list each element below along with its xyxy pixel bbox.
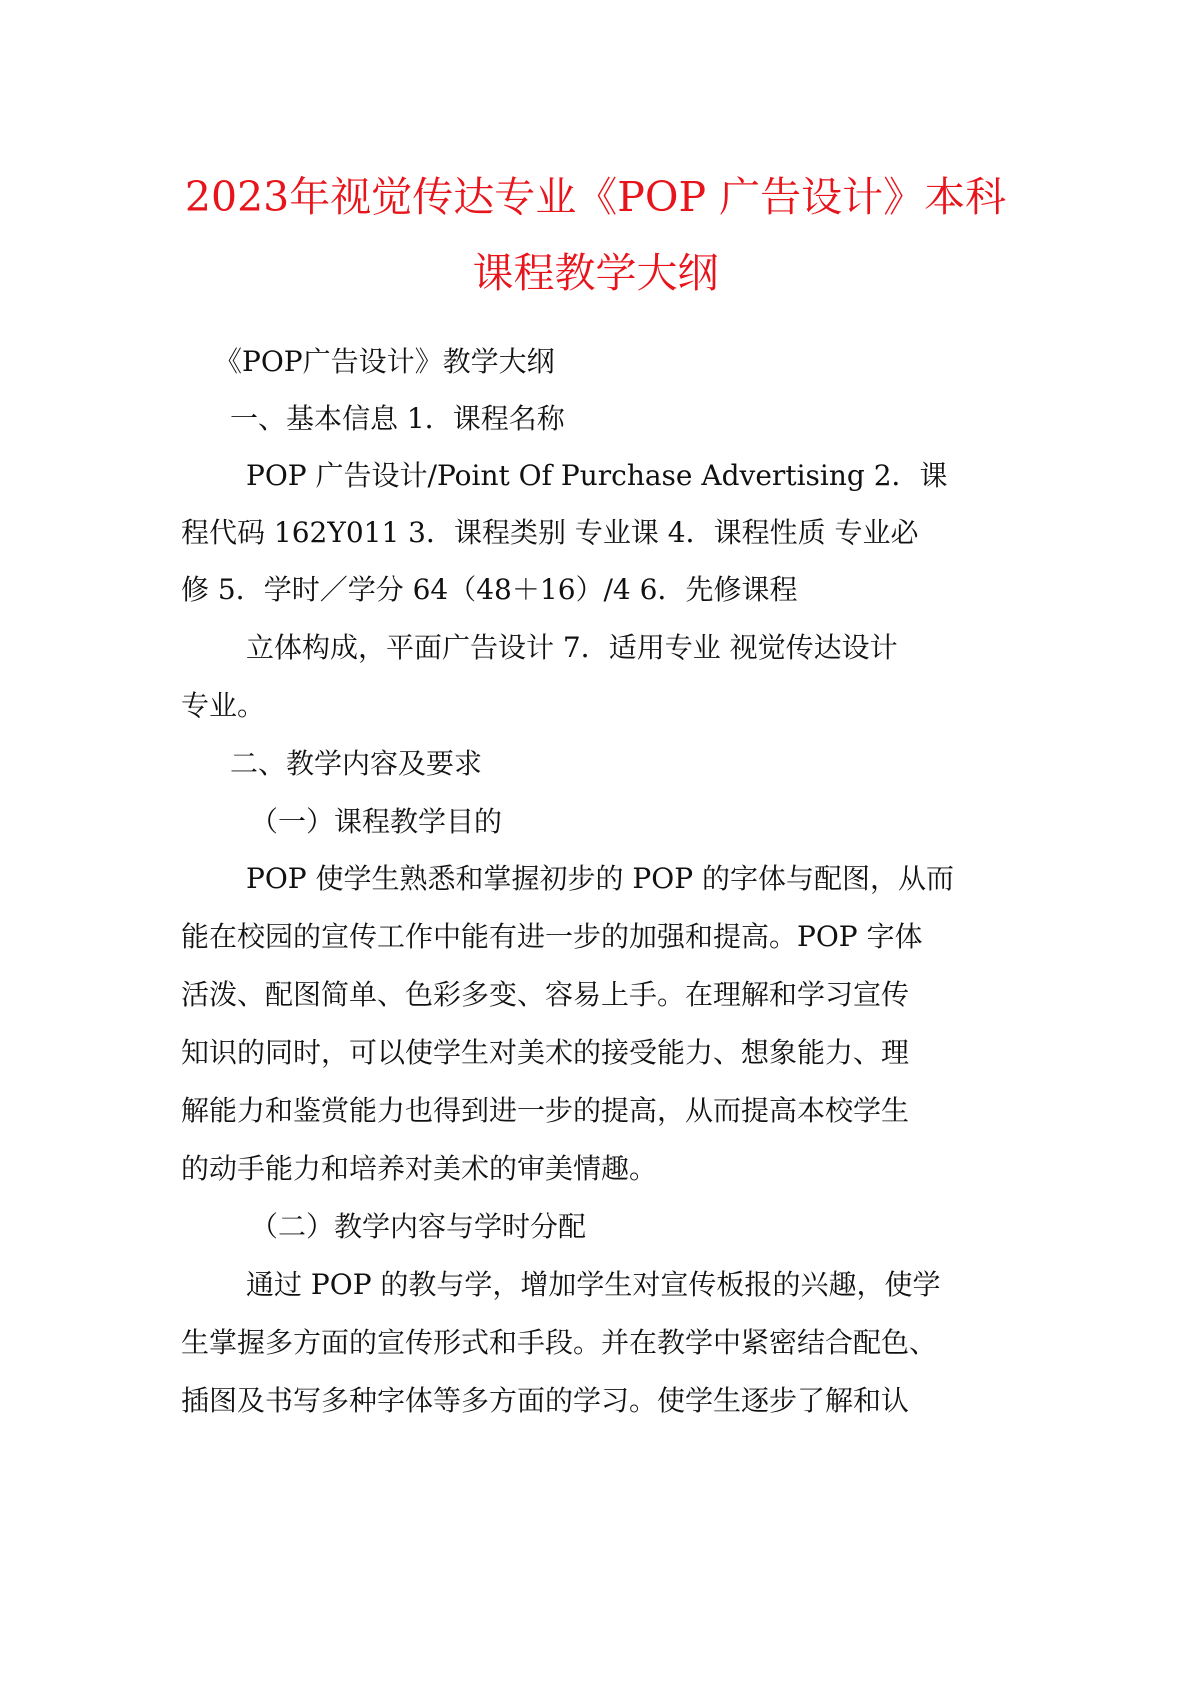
- paragraph-line: 生掌握多方面的宣传形式和手段。并在教学中紧密结合配色、: [181, 1326, 938, 1359]
- paragraph-line: 专业。: [181, 689, 266, 722]
- paragraph-line: 程代码 162Y011 3．课程类别 专业课 4．课程性质 专业必: [181, 516, 919, 549]
- subsection-content-hours: （二）教学内容与学时分配: [250, 1210, 587, 1243]
- paragraph-line: 立体构成，平面广告设计 7．适用专业 视觉传达设计: [246, 631, 898, 664]
- section-teaching-content: 二、教学内容及要求: [230, 747, 483, 780]
- paragraph-line: POP 广告设计/Point Of Purchase Advertising 2．课: [246, 459, 948, 492]
- subsection-teaching-purpose: （一）课程教学目的: [250, 805, 503, 838]
- document-title-line-1: 2023年视觉传达专业《POP 广告设计》本科: [184, 173, 1007, 221]
- paragraph-line: 活泼、配图简单、色彩多变、容易上手。在理解和学习宣传: [181, 978, 910, 1011]
- paragraph-line: 插图及书写多种字体等多方面的学习。使学生逐步了解和认: [181, 1384, 910, 1417]
- paragraph-line: 解能力和鉴赏能力也得到进一步的提高，从而提高本校学生: [181, 1094, 910, 1127]
- outline-heading: 《POP广告设计》教学大纲: [214, 345, 555, 378]
- paragraph-line: 修 5．学时／学分 64（48＋16）/4 6．先修课程: [181, 573, 798, 606]
- document-title-line-2: 课程教学大纲: [472, 249, 719, 297]
- paragraph-line: 的动手能力和培养对美术的审美情趣。: [181, 1152, 658, 1185]
- paragraph-line: 能在校园的宣传工作中能有进一步的加强和提高。POP 字体: [181, 920, 923, 953]
- paragraph-line: 知识的同时，可以使学生对美术的接受能力、想象能力、理: [181, 1036, 910, 1069]
- section-basic-info: 一、基本信息 1．课程名称: [230, 402, 565, 435]
- paragraph-line: 通过 POP 的教与学，增加学生对宣传板报的兴趣，使学: [246, 1268, 941, 1301]
- paragraph-line: POP 使学生熟悉和掌握初步的 POP 的字体与配图，从而: [246, 862, 954, 895]
